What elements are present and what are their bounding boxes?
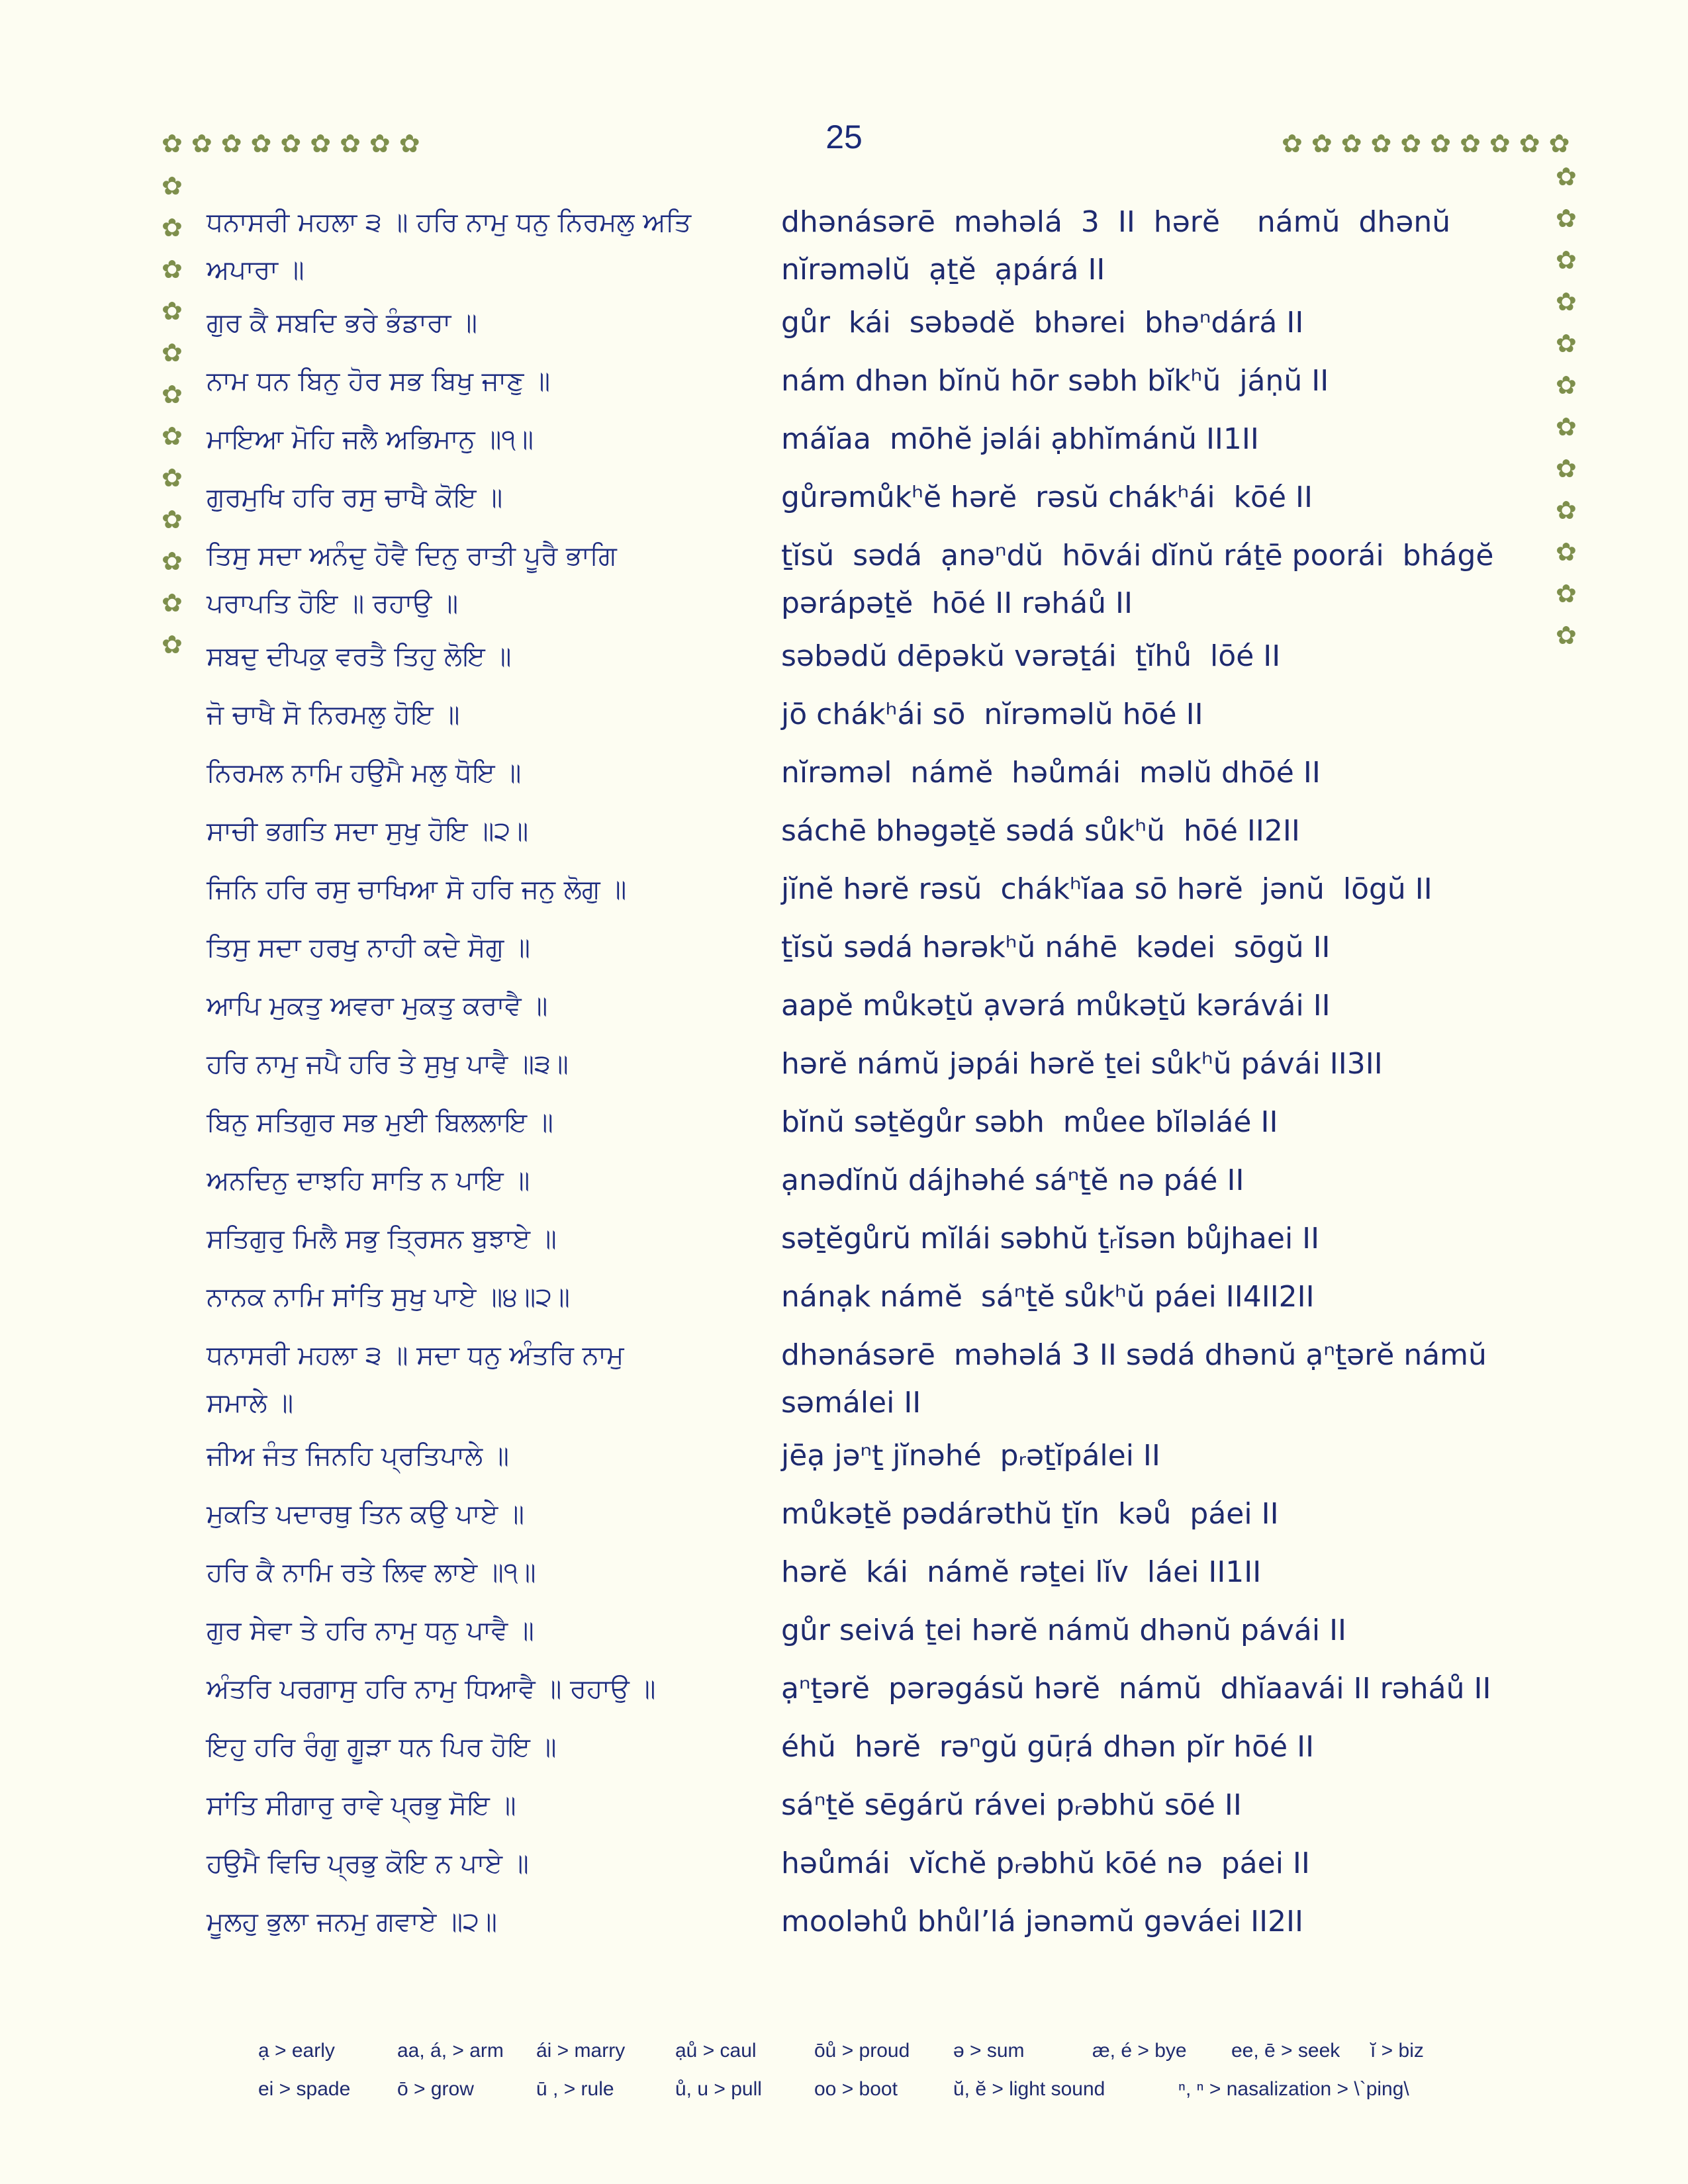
transliteration-text: můkəṯĕ pədárəthŭ ṯĭn kəů páei II xyxy=(781,1497,1279,1531)
transliteration-text: jō chákʰái sō nĭrəməlŭ hōé II xyxy=(781,698,1203,731)
verse-line xyxy=(207,807,1530,855)
flower-ornament-icon: ✿ xyxy=(162,380,183,409)
legend-item: ů, u > pull xyxy=(675,2078,762,2100)
transliteration-text: éhŭ hərĕ rəⁿgŭ gūṛá dhən pĭr hōé II xyxy=(781,1730,1315,1764)
transliteration-text: hərĕ kái námĕ rəṯei lĭv láei II1II xyxy=(781,1555,1262,1589)
flower-ornament-icon: ✿ xyxy=(1556,621,1577,650)
flower-ornament-icon: ✿ xyxy=(1430,129,1452,158)
gurmukhi-text: ਹਰਿ ਕੈ ਨਾਮਿ ਰਤੇ ਲਿਵ ਲਾਏ ॥੧॥ xyxy=(207,1557,536,1588)
gurmukhi-text: ਅਨਦਿਨੁ ਦਾਝਹਿ ਸਾਤਿ ਨ ਪਾਇ ॥ xyxy=(207,1165,530,1196)
flower-ornament-icon: ✿ xyxy=(1489,129,1511,158)
verse-line xyxy=(207,1157,1530,1205)
gurmukhi-text: ਧਨਾਸਰੀ ਮਹਲਾ ੩ ॥ ਹਰਿ ਨਾਮੁ ਧਨੁ ਨਿਰਮਲੁ ਅਤਿ ਅਪਾਰਾ ॥ xyxy=(207,207,692,285)
legend-item: oo > boot xyxy=(814,2078,898,2100)
flower-ornament-icon: ✿ xyxy=(1556,412,1577,441)
legend-item: ōů > proud xyxy=(814,2040,910,2062)
legend-item: ĭ > biz xyxy=(1370,2040,1424,2062)
verse-line xyxy=(207,1549,1530,1596)
gurmukhi-text: ਜੋ ਚਾਖੈ ਸੋ ਨਿਰਮਲੁ ਹੋਇ ॥ xyxy=(207,700,460,730)
flower-ornament-icon: ✿ xyxy=(340,129,361,158)
page-number: 25 xyxy=(825,118,863,156)
verse-line xyxy=(207,633,1530,680)
transliteration-text: bĭnŭ səṯĕgůr səbh můee bĭləláé II xyxy=(781,1105,1278,1139)
transliteration-text: ṯĭsŭ sədá hərəkʰŭ náhē kədei sōgŭ II xyxy=(781,931,1331,964)
flower-ornament-icon: ✿ xyxy=(162,547,183,576)
flower-ornament-icon: ✿ xyxy=(1556,287,1577,316)
flower-ornament-icon: ✿ xyxy=(1340,129,1362,158)
flower-ornament-icon: ✿ xyxy=(1282,129,1303,158)
flower-ornament-icon: ✿ xyxy=(280,129,302,158)
gurmukhi-text: ਸਬਦੁ ਦੀਪਕੁ ਵਰਤੈ ਤਿਹੁ ਲੋਇ ॥ xyxy=(207,641,512,672)
gurmukhi-text: ਆਪਿ ਮੁਕਤੁ ਅਵਰਾ ਮੁਕਤੁ ਕਰਾਵੈ ॥ xyxy=(207,991,548,1021)
transliteration-text: gůr kái səbədĕ bhərei bhəⁿdárá II xyxy=(781,306,1304,340)
transliteration-text: ạnədĭnŭ dájhəhé sáⁿṯĕ nə páé II xyxy=(781,1163,1244,1197)
transliteration-text: gůr seivá ṯei hərĕ námŭ dhənŭ pávái II xyxy=(781,1614,1347,1647)
flower-ornament-icon: ✿ xyxy=(220,129,242,158)
legend-item: ō > grow xyxy=(397,2078,474,2100)
flower-ornament-icon: ✿ xyxy=(1556,204,1577,233)
ornament-border-right xyxy=(1556,164,1577,648)
transliteration-text: sáⁿṯĕ sēgárŭ rávei pᵣəbhŭ sōé II xyxy=(781,1788,1242,1822)
gurmukhi-text: ਗੁਰਮੁਖਿ ਹਰਿ ਰਸੁ ਚਾਖੈ ਕੋਇ ॥ xyxy=(207,482,503,513)
verse-line xyxy=(207,924,1530,972)
legend-item: ⁿ, ⁿ > nasalization > \`ping\ xyxy=(1178,2078,1409,2100)
legend-item: aa, á, > arm xyxy=(397,2040,504,2062)
flower-ornament-icon: ✿ xyxy=(162,505,183,534)
gurmukhi-text: ਤਿਸੁ ਸਦਾ ਅਨੰਦੁ ਹੋਵੈ ਦਿਨੁ ਰਾਤੀ ਪੂਰੈ ਭਾਗਿ ਪਰਾਪਤਿ ਹੋਇ ॥ ਰਹਾਉ ॥ xyxy=(207,541,617,619)
verse-line xyxy=(207,1099,1530,1146)
gurmukhi-text: ਮੂਲਹੁ ਭੁਲਾ ਜਨਮੁ ਗਵਾਏ ॥੨॥ xyxy=(207,1907,497,1937)
verse-line xyxy=(207,1332,1530,1427)
gurmukhi-text: ਬਿਨੁ ਸਤਿਗੁਰ ਸਭ ਮੁਈ ਬਿਲਲਾਇ ॥ xyxy=(207,1107,553,1138)
verse-line xyxy=(207,416,1530,463)
flower-ornament-icon: ✿ xyxy=(1556,496,1577,525)
pronunciation-legend xyxy=(258,2032,1516,2109)
gurmukhi-text: ਸਾਂਤਿ ਸੀਗਾਰੁ ਰਾਵੇ ਪ੍ਰਭੁ ਸੋਇ ॥ xyxy=(207,1790,516,1821)
flower-ornament-icon: ✿ xyxy=(162,463,183,492)
verse-line xyxy=(207,1782,1530,1829)
transliteration-text: dhənásərē məhəlá 3 II sədá dhənŭ ạⁿṯərĕ námŭ səmálei II xyxy=(781,1338,1487,1420)
transliteration-text: ṯĭsŭ sədá ạnəⁿdŭ hōvái dĭnŭ ráṯē poorái bhágĕ pərápəṯĕ hōé II rəháů II xyxy=(781,539,1494,620)
flower-ornament-icon: ✿ xyxy=(162,296,183,326)
gurmukhi-text: ਨਿਰਮਲ ਨਾਮਿ ਹਉਮੈ ਮਲੁ ਧੋਇ ॥ xyxy=(207,758,522,788)
legend-item: ee, ē > seek xyxy=(1231,2040,1340,2062)
transliteration-text: mooləhů bhůl’lá jənəmŭ gəváei II2II xyxy=(781,1905,1304,1938)
transliteration-text: ạⁿṯərĕ pərəgásŭ hərĕ námŭ dhĭaavái II rəháů II xyxy=(781,1672,1491,1706)
verse-list xyxy=(207,199,1530,1946)
flower-ornament-icon: ✿ xyxy=(250,129,272,158)
gurmukhi-text: ਹਰਿ ਨਾਮੁ ਜਪੈ ਹਰਿ ਤੇ ਸੁਖੁ ਪਾਵੈ ॥੩॥ xyxy=(207,1049,569,1079)
verse-line xyxy=(207,691,1530,739)
verse-line xyxy=(207,1432,1530,1480)
gurmukhi-text: ਤਿਸੁ ਸਦਾ ਹਰਖੁ ਨਾਹੀ ਕਦੇ ਸੋਗੁ ॥ xyxy=(207,933,530,963)
flower-ornament-icon: ✿ xyxy=(162,171,183,201)
verse-line xyxy=(207,532,1530,627)
flower-ornament-icon: ✿ xyxy=(1519,129,1540,158)
transliteration-text: jĭnĕ hərĕ rəsŭ chákʰĭaa sō hərĕ jənŭ lōgŭ II xyxy=(781,872,1432,906)
transliteration-text: aapĕ můkəṯŭ ạvərá můkəṯŭ kərávái II xyxy=(781,989,1331,1023)
transliteration-text: nĭrəməl námĕ həůmái məlŭ dhōé II xyxy=(781,756,1321,790)
legend-item: ə > sum xyxy=(953,2040,1025,2062)
transliteration-text: hərĕ námŭ jəpái hərĕ ṯei sůkʰŭ pávái II3II xyxy=(781,1047,1383,1081)
verse-line xyxy=(207,866,1530,913)
flower-ornament-icon: ✿ xyxy=(162,129,183,158)
gurmukhi-text: ਨਾਮ ਧਨ ਬਿਨੁ ਹੋਰ ਸਭ ਬਿਖੁ ਜਾਣੁ ॥ xyxy=(207,366,551,396)
verse-line xyxy=(207,199,1530,294)
gurmukhi-text: ਇਹੁ ਹਰਿ ਰੰਗੁ ਗੂੜਾ ਧਨ ਪਿਰ ਹੋਇ ॥ xyxy=(207,1732,557,1762)
transliteration-text: səṯĕgůrŭ mĭlái səbhŭ ṯᵣĭsən bůjhaei II xyxy=(781,1222,1320,1255)
verse-line xyxy=(207,299,1530,347)
gurmukhi-text: ਸਤਿਗੁਰੁ ਮਿਲੈ ਸਭੁ ਤ੍ਰਿਸਨ ਬੁਝਾਏ ॥ xyxy=(207,1224,557,1254)
gurmukhi-text: ਮਾਇਆ ਮੋਹਿ ਜਲੈ ਅਭਿਮਾਨੁ ॥੧॥ xyxy=(207,424,534,455)
transliteration-text: jēạ jəⁿṯ jĭnəhé pᵣəṯĭpálei II xyxy=(781,1439,1160,1473)
verse-line xyxy=(207,1040,1530,1088)
transliteration-text: sáchē bhəgəṯĕ sədá sůkʰŭ hōé II2II xyxy=(781,814,1300,848)
transliteration-text: máĭaa mōhĕ jəlái ạbhĭmánŭ II1II xyxy=(781,422,1259,456)
gurmukhi-text: ਜਿਨਿ ਹਰਿ ਰਸੁ ਚਾਖਿਆ ਸੋ ਹਰਿ ਜਨੁ ਲੋਗੁ ॥ xyxy=(207,874,627,905)
flower-ornament-icon: ✿ xyxy=(1556,454,1577,483)
verse-line xyxy=(207,749,1530,797)
legend-row xyxy=(258,2032,1516,2070)
verse-line xyxy=(207,1898,1530,1946)
flower-ornament-icon: ✿ xyxy=(310,129,332,158)
transliteration-text: nánạk námĕ sáⁿṯĕ sůkʰŭ páei II4II2II xyxy=(781,1280,1315,1314)
legend-item: æ, é > bye xyxy=(1092,2040,1187,2062)
flower-ornament-icon: ✿ xyxy=(191,129,212,158)
flower-ornament-icon: ✿ xyxy=(1556,579,1577,608)
flower-ornament-icon: ✿ xyxy=(162,255,183,284)
verse-line xyxy=(207,1723,1530,1771)
flower-ornament-icon: ✿ xyxy=(162,630,183,659)
gurmukhi-text: ਹਉਮੈ ਵਿਚਿ ਪ੍ਰਭੁ ਕੋਇ ਨ ਪਾਏ ॥ xyxy=(207,1848,529,1879)
flower-ornament-icon: ✿ xyxy=(1311,129,1333,158)
transliteration-text: gůrəmůkʰĕ hərĕ rəsŭ chákʰái kōé II xyxy=(781,480,1313,514)
flower-ornament-icon: ✿ xyxy=(369,129,391,158)
transliteration-text: həůmái vĭchĕ pᵣəbhŭ kōé nə páei II xyxy=(781,1846,1310,1880)
flower-ornament-icon: ✿ xyxy=(1556,371,1577,400)
legend-item: ạů > caul xyxy=(675,2040,757,2062)
legend-item: ū , > rule xyxy=(536,2078,614,2100)
gurmukhi-text: ਜੀਅ ਜੰਤ ਜਿਨਹਿ ਪ੍ਰਤਿਪਾਲੇ ॥ xyxy=(207,1441,509,1471)
legend-item: ŭ, ĕ > light sound xyxy=(953,2078,1105,2100)
ornament-border-left xyxy=(162,173,183,657)
verse-line xyxy=(207,1840,1530,1888)
gurmukhi-text: ਮੁਕਤਿ ਪਦਾਰਥੁ ਤਿਨ ਕਉ ਪਾਏ ॥ xyxy=(207,1499,525,1529)
transliteration-text: dhənásərē məhəlá 3 II hərĕ námŭ dhənŭ nĭrəməlŭ ạṯĕ ạpárá II xyxy=(781,205,1451,287)
verse-line xyxy=(207,1490,1530,1538)
flower-ornament-icon: ✿ xyxy=(1400,129,1422,158)
flower-ornament-icon: ✿ xyxy=(399,129,420,158)
verse-line xyxy=(207,1607,1530,1655)
gurmukhi-text: ਸਾਚੀ ਭਗਤਿ ਸਦਾ ਸੁਖੁ ਹੋਇ ॥੨॥ xyxy=(207,816,529,846)
flower-ornament-icon: ✿ xyxy=(1556,329,1577,358)
flower-ornament-icon: ✿ xyxy=(162,338,183,367)
gurmukhi-text: ਧਨਾਸਰੀ ਮਹਲਾ ੩ ॥ ਸਦਾ ਧਨੁ ਅੰਤਰਿ ਨਾਮੁ ਸਮਾਲੇ ॥ xyxy=(207,1340,624,1418)
legend-item: ạ > early xyxy=(258,2040,335,2062)
transliteration-text: səbədŭ dēpəkŭ vərəṯái ṯĭhů lōé II xyxy=(781,639,1281,673)
flower-ornament-icon: ✿ xyxy=(1548,129,1570,158)
gurmukhi-text: ਗੁਰ ਸੇਵਾ ਤੇ ਹਰਿ ਨਾਮੁ ਧਨੁ ਪਾਵੈ ॥ xyxy=(207,1615,534,1646)
verse-line xyxy=(207,1273,1530,1321)
flower-ornament-icon: ✿ xyxy=(1460,129,1481,158)
verse-line xyxy=(207,1665,1530,1713)
legend-item: ái > marry xyxy=(536,2040,626,2062)
flower-ornament-icon: ✿ xyxy=(1556,162,1577,191)
flower-ornament-icon: ✿ xyxy=(1370,129,1392,158)
gurmukhi-text: ਨਾਨਕ ਨਾਮਿ ਸਾਂਤਿ ਸੁਖੁ ਪਾਏ ॥੪॥੨॥ xyxy=(207,1282,571,1312)
flower-ornament-icon: ✿ xyxy=(1556,537,1577,567)
verse-line xyxy=(207,474,1530,522)
transliteration-text: nám dhən bĭnŭ hōr səbh bĭkʰŭ jáṇŭ II xyxy=(781,364,1329,398)
flower-ornament-icon: ✿ xyxy=(162,588,183,617)
legend-row xyxy=(258,2070,1516,2109)
gurmukhi-text: ਅੰਤਰਿ ਪਰਗਾਸੁ ਹਰਿ ਨਾਮੁ ਧਿਆਵੈ ॥ ਰਹਾਉ ॥ xyxy=(207,1674,656,1704)
legend-item: ei > spade xyxy=(258,2078,351,2100)
verse-line xyxy=(207,1215,1530,1263)
verse-line xyxy=(207,357,1530,405)
verse-line xyxy=(207,982,1530,1030)
flower-ornament-icon: ✿ xyxy=(162,422,183,451)
gurmukhi-text: ਗੁਰ ਕੈ ਸਬਦਿ ਭਰੇ ਭੰਡਾਰਾ ॥ xyxy=(207,308,477,338)
flower-ornament-icon: ✿ xyxy=(1556,246,1577,275)
flower-ornament-icon: ✿ xyxy=(162,213,183,242)
